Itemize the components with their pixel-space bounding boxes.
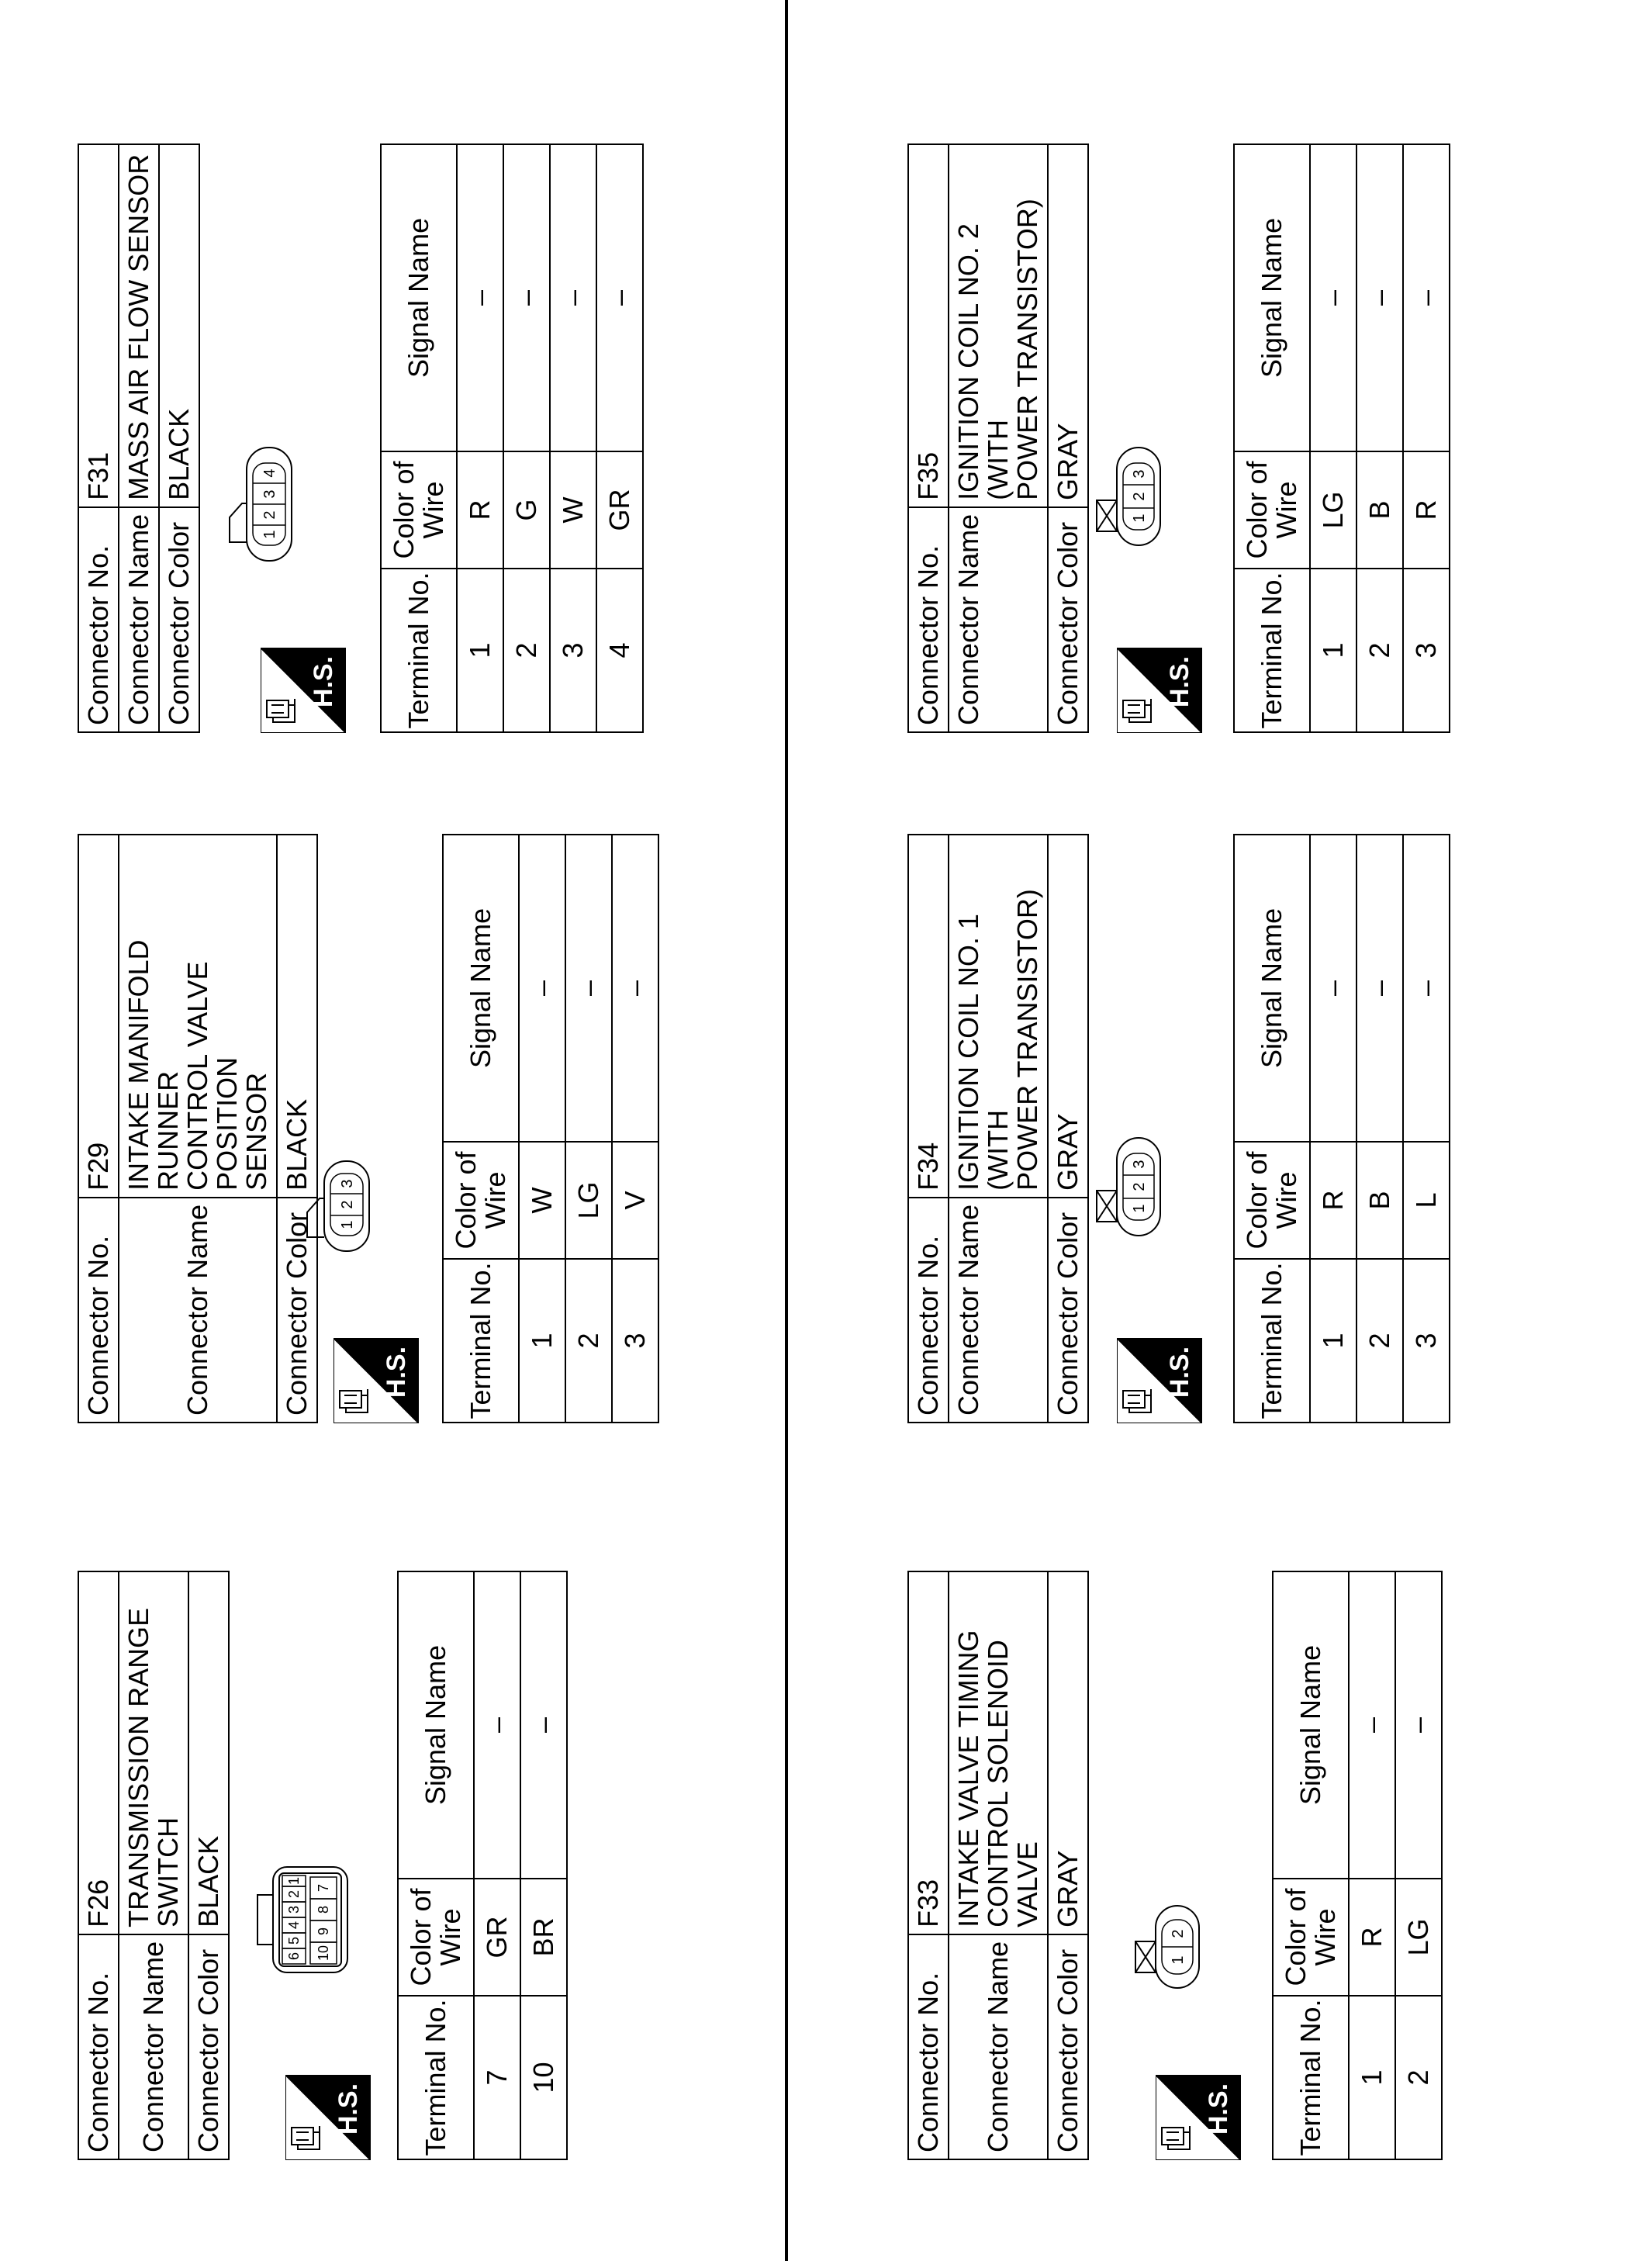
terminal-no-cell: 3 bbox=[550, 569, 596, 732]
table-row bbox=[565, 835, 612, 1423]
pin-label: 2 bbox=[1131, 492, 1148, 501]
harness-side-icon bbox=[1156, 2075, 1241, 2160]
pin-label: 1 bbox=[1131, 513, 1148, 523]
pin-label: 4 bbox=[286, 1920, 302, 1930]
hs-badge-text: H.S. bbox=[334, 2083, 363, 2135]
terminal-no-cell: 3 bbox=[612, 1259, 658, 1423]
terminal-no-cell: 2 bbox=[1357, 1259, 1403, 1423]
pin-label: 1 bbox=[1170, 1955, 1187, 1965]
wire-color-header bbox=[1234, 1142, 1310, 1259]
wire-color-cell: GR bbox=[474, 1879, 520, 1996]
connector-face-3pin bbox=[1094, 1136, 1163, 1237]
pin-label: 6 bbox=[286, 1952, 302, 1961]
signal-name-cell: – bbox=[1395, 1571, 1442, 1879]
terminal-no-header: Terminal No. bbox=[443, 1259, 519, 1423]
wire-color-cell: B bbox=[1357, 1142, 1403, 1259]
terminal-table bbox=[1233, 143, 1450, 733]
signal-name-cell: – bbox=[1349, 1571, 1395, 1879]
wire-color-cell: L bbox=[1403, 1142, 1450, 1259]
header-line: Color of bbox=[1241, 1151, 1273, 1250]
signal-name-header: Signal Name bbox=[381, 144, 457, 451]
connector-color-value: BLACK bbox=[159, 144, 199, 507]
table-row bbox=[1310, 144, 1357, 732]
connector-no-value: F35 bbox=[908, 144, 949, 507]
connector-info-table bbox=[907, 1571, 1089, 2160]
table-row bbox=[503, 144, 550, 732]
wire-color-cell: LG bbox=[1310, 451, 1357, 569]
harness-side-icon bbox=[1117, 648, 1202, 733]
table-row bbox=[520, 1571, 567, 2159]
header-line: Color of bbox=[405, 1888, 437, 1986]
pin-label: 7 bbox=[316, 1883, 331, 1893]
header-line: Wire bbox=[1309, 1908, 1341, 1966]
pin-label: 3 bbox=[261, 489, 278, 499]
connector-name-label: Connector Name bbox=[949, 1934, 1048, 2159]
connector-face-10pin bbox=[256, 1865, 349, 1974]
terminal-table bbox=[1272, 1571, 1443, 2160]
signal-name-cell: – bbox=[1357, 144, 1403, 451]
connector-name-line: SENSOR bbox=[240, 1072, 272, 1191]
connector-face-3pin bbox=[302, 1160, 372, 1253]
connector-info-table bbox=[907, 834, 1089, 1423]
signal-name-cell: – bbox=[519, 835, 565, 1142]
wire-color-cell: B bbox=[1357, 451, 1403, 569]
wire-color-cell: W bbox=[519, 1142, 565, 1259]
connector-no-label: Connector No. bbox=[78, 1198, 119, 1423]
connector-color-label: Connector Color bbox=[1048, 1934, 1088, 2159]
terminal-no-cell: 10 bbox=[520, 1996, 567, 2159]
terminal-no-cell: 1 bbox=[519, 1259, 565, 1423]
terminal-no-cell: 2 bbox=[565, 1259, 612, 1423]
signal-name-cell: – bbox=[457, 144, 503, 451]
signal-name-cell: – bbox=[520, 1571, 567, 1879]
wire-color-cell: R bbox=[1349, 1879, 1395, 1996]
signal-name-cell: – bbox=[503, 144, 550, 451]
signal-name-cell: – bbox=[1310, 835, 1357, 1142]
connector-color-value: GRAY bbox=[1048, 144, 1088, 507]
connector-name-label: Connector Name bbox=[119, 1934, 188, 2159]
terminal-no-cell: 2 bbox=[1395, 1996, 1442, 2159]
terminal-table bbox=[1233, 834, 1450, 1423]
terminal-no-cell: 1 bbox=[1310, 1259, 1357, 1423]
signal-name-cell: – bbox=[596, 144, 643, 451]
signal-name-cell: – bbox=[550, 144, 596, 451]
connector-block-f29 bbox=[78, 834, 721, 1423]
connector-no-label: Connector No. bbox=[78, 1934, 119, 2159]
connector-name-value bbox=[949, 144, 1048, 507]
signal-name-header: Signal Name bbox=[1234, 144, 1310, 451]
connector-name-line: POWER TRANSISTOR) bbox=[1011, 889, 1043, 1191]
pin-label: 8 bbox=[316, 1905, 331, 1914]
pin-label: 3 bbox=[1131, 1160, 1148, 1169]
connector-info-table bbox=[78, 1571, 230, 2160]
signal-name-cell: – bbox=[1403, 835, 1450, 1142]
connector-color-value: GRAY bbox=[1048, 1571, 1088, 1934]
terminal-no-cell: 1 bbox=[457, 569, 503, 732]
harness-side-icon bbox=[261, 648, 346, 733]
connector-block-f31 bbox=[78, 143, 721, 733]
signal-name-cell: – bbox=[1310, 144, 1357, 451]
connector-no-value: F26 bbox=[78, 1571, 119, 1934]
signal-name-cell: – bbox=[1357, 835, 1403, 1142]
pin-label: 1 bbox=[1131, 1204, 1148, 1213]
connector-name-line: TRANSMISSION RANGE bbox=[123, 1607, 154, 1927]
signal-name-header: Signal Name bbox=[398, 1571, 474, 1879]
header-line: Color of bbox=[1241, 461, 1273, 559]
hs-badge-text: H.S. bbox=[1165, 655, 1194, 708]
wire-color-cell: W bbox=[550, 451, 596, 569]
connector-name-line: VALVE bbox=[1011, 1841, 1043, 1927]
terminal-no-header: Terminal No. bbox=[1273, 1996, 1349, 2159]
header-line: Color of bbox=[1280, 1888, 1312, 1986]
wire-color-header bbox=[443, 1142, 519, 1259]
terminal-table bbox=[442, 834, 659, 1423]
connector-name-value bbox=[119, 1571, 188, 1934]
table-row bbox=[1349, 1571, 1395, 2159]
terminal-no-cell: 2 bbox=[503, 569, 550, 732]
connector-no-label: Connector No. bbox=[908, 507, 949, 732]
wire-color-cell: R bbox=[457, 451, 503, 569]
harness-side-icon bbox=[334, 1338, 419, 1423]
connector-info-table bbox=[907, 143, 1089, 733]
connector-no-label: Connector No. bbox=[908, 1198, 949, 1423]
hs-badge-text: H.S. bbox=[1165, 1346, 1194, 1398]
table-row bbox=[596, 144, 643, 732]
terminal-no-cell: 4 bbox=[596, 569, 643, 732]
signal-name-cell: – bbox=[565, 835, 612, 1142]
pin-label: 3 bbox=[339, 1179, 356, 1188]
pin-label: 9 bbox=[316, 1927, 331, 1936]
wire-color-header bbox=[1273, 1879, 1349, 1996]
header-line: Color of bbox=[450, 1151, 482, 1250]
connector-name-line: CONTROL SOLENOID bbox=[982, 1640, 1014, 1927]
table-row bbox=[612, 835, 658, 1423]
connector-color-value: GRAY bbox=[1048, 835, 1088, 1198]
connector-no-value: F34 bbox=[908, 835, 949, 1198]
connector-face-4pin bbox=[225, 446, 295, 562]
table-row bbox=[519, 835, 565, 1423]
wire-color-cell: BR bbox=[520, 1879, 567, 1996]
terminal-no-cell: 3 bbox=[1403, 569, 1450, 732]
pin-label: 5 bbox=[286, 1936, 302, 1945]
header-line: Wire bbox=[1270, 481, 1302, 539]
wire-color-cell: R bbox=[1403, 451, 1450, 569]
connector-name-value bbox=[949, 1571, 1048, 1934]
signal-name-cell: – bbox=[474, 1571, 520, 1879]
signal-name-cell: – bbox=[1403, 144, 1450, 451]
connector-block-f34 bbox=[907, 834, 1551, 1423]
hs-badge-text: H.S. bbox=[309, 655, 338, 708]
wire-color-cell: V bbox=[612, 1142, 658, 1259]
terminal-no-cell: 3 bbox=[1403, 1259, 1450, 1423]
pin-label: 1 bbox=[286, 1876, 302, 1886]
table-row bbox=[1403, 144, 1450, 732]
connector-face-3pin bbox=[1094, 446, 1163, 547]
header-line: Wire bbox=[479, 1171, 511, 1229]
connector-color-label: Connector Color bbox=[1048, 507, 1088, 732]
connector-name-value bbox=[119, 144, 159, 507]
signal-name-header: Signal Name bbox=[1234, 835, 1310, 1142]
connector-name-line: POWER TRANSISTOR) bbox=[1011, 199, 1043, 500]
wire-color-cell: R bbox=[1310, 1142, 1357, 1259]
terminal-no-header: Terminal No. bbox=[398, 1996, 474, 2159]
pin-label: 2 bbox=[261, 510, 278, 520]
connector-color-label: Connector Color bbox=[1048, 1198, 1088, 1423]
pin-label: 1 bbox=[261, 530, 278, 539]
connector-block-f35 bbox=[907, 143, 1551, 733]
terminal-table bbox=[397, 1571, 568, 2160]
connector-block-f33 bbox=[907, 1571, 1551, 2160]
connector-no-label: Connector No. bbox=[78, 507, 119, 732]
connector-color-value: BLACK bbox=[188, 1571, 229, 1934]
wire-color-header bbox=[1234, 451, 1310, 569]
connector-name-line: IGNITION COIL NO. 2 (WITH bbox=[952, 223, 1014, 500]
connector-no-value: F29 bbox=[78, 835, 119, 1198]
connector-face-2pin bbox=[1132, 1904, 1202, 1990]
connector-no-label: Connector No. bbox=[908, 1934, 949, 2159]
connector-name-line: IGNITION COIL NO. 1 (WITH bbox=[952, 914, 1014, 1191]
hs-badge-text: H.S. bbox=[382, 1346, 411, 1398]
signal-name-cell: – bbox=[612, 835, 658, 1142]
section-divider bbox=[785, 0, 788, 2261]
table-row bbox=[550, 144, 596, 732]
wire-color-header bbox=[381, 451, 457, 569]
terminal-no-cell: 7 bbox=[474, 1996, 520, 2159]
pin-label: 1 bbox=[339, 1220, 356, 1229]
header-line: Wire bbox=[434, 1908, 466, 1966]
connector-info-table bbox=[78, 143, 200, 733]
signal-name-header: Signal Name bbox=[443, 835, 519, 1142]
connector-name-line: INTAKE MANIFOLD RUNNER bbox=[123, 939, 184, 1191]
connector-name-line: INTAKE VALVE TIMING bbox=[952, 1630, 984, 1927]
header-line: Wire bbox=[1270, 1171, 1302, 1229]
connector-name-label: Connector Name bbox=[119, 507, 159, 732]
table-row bbox=[457, 144, 503, 732]
terminal-no-header: Terminal No. bbox=[381, 569, 457, 732]
table-row bbox=[1357, 144, 1403, 732]
connector-block-f26 bbox=[78, 1571, 721, 2160]
pin-label: 2 bbox=[286, 1889, 302, 1899]
table-row bbox=[1403, 835, 1450, 1423]
signal-name-header: Signal Name bbox=[1273, 1571, 1349, 1879]
pin-label: 2 bbox=[1131, 1182, 1148, 1191]
connector-name-value bbox=[949, 835, 1048, 1198]
terminal-no-cell: 1 bbox=[1310, 569, 1357, 732]
connector-info-table bbox=[78, 834, 318, 1423]
wire-color-cell: LG bbox=[1395, 1879, 1442, 1996]
wire-color-header bbox=[398, 1879, 474, 1996]
terminal-table bbox=[380, 143, 644, 733]
hs-badge-text: H.S. bbox=[1204, 2083, 1233, 2135]
connector-color-label: Connector Color bbox=[277, 1198, 317, 1423]
connector-name-label: Connector Name bbox=[949, 1198, 1048, 1423]
wire-color-cell: GR bbox=[596, 451, 643, 569]
connector-no-value: F33 bbox=[908, 1571, 949, 1934]
terminal-no-header: Terminal No. bbox=[1234, 569, 1310, 732]
wire-color-cell: G bbox=[503, 451, 550, 569]
connector-name-value bbox=[119, 835, 277, 1198]
table-row bbox=[1310, 835, 1357, 1423]
header-line: Color of bbox=[388, 461, 420, 559]
pin-label: 4 bbox=[261, 468, 278, 478]
connector-name-label: Connector Name bbox=[119, 1198, 277, 1423]
connector-color-label: Connector Color bbox=[159, 507, 199, 732]
table-row bbox=[474, 1571, 520, 2159]
pin-label: 2 bbox=[339, 1200, 356, 1209]
pin-label: 10 bbox=[316, 1945, 331, 1962]
connector-color-label: Connector Color bbox=[188, 1934, 229, 2159]
connector-name-line: MASS AIR FLOW SENSOR bbox=[123, 154, 154, 500]
connector-name-label: Connector Name bbox=[949, 507, 1048, 732]
pin-label: 3 bbox=[286, 1905, 302, 1914]
pin-label: 3 bbox=[1131, 469, 1148, 479]
terminal-no-cell: 2 bbox=[1357, 569, 1403, 732]
pin-label: 2 bbox=[1170, 1929, 1187, 1938]
header-line: Wire bbox=[417, 481, 449, 539]
connector-no-value: F31 bbox=[78, 144, 119, 507]
harness-side-icon bbox=[285, 2075, 371, 2160]
harness-side-icon bbox=[1117, 1338, 1202, 1423]
table-row bbox=[1395, 1571, 1442, 2159]
connector-color-value: BLACK bbox=[277, 835, 317, 1198]
terminal-no-cell: 1 bbox=[1349, 1996, 1395, 2159]
table-row bbox=[1357, 835, 1403, 1423]
wire-color-cell: LG bbox=[565, 1142, 612, 1259]
connector-name-line: SWITCH bbox=[152, 1817, 184, 1927]
connector-name-line: CONTROL VALVE POSITION bbox=[181, 961, 243, 1191]
terminal-no-header: Terminal No. bbox=[1234, 1259, 1310, 1423]
